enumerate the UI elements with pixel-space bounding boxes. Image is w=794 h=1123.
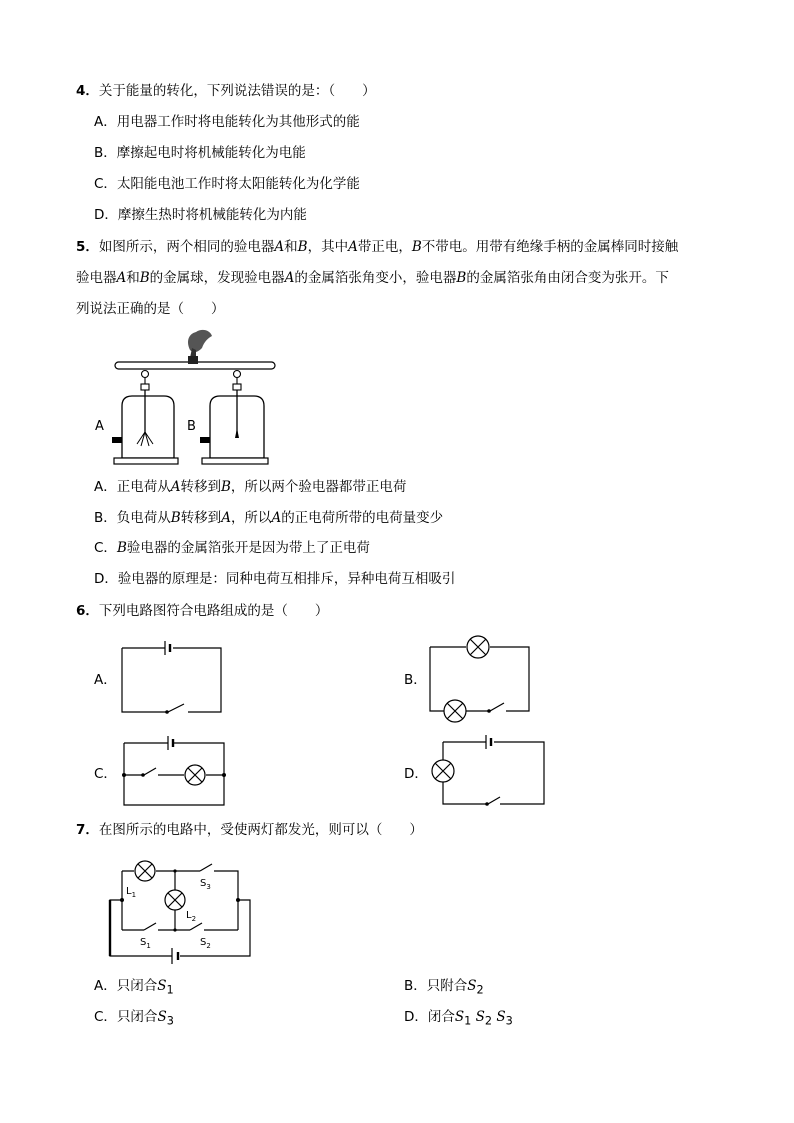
question-number: 4． (76, 83, 99, 99)
q7-option-c[interactable]: C．只闭合$S_3$ (94, 1009, 174, 1028)
lamp-l1-icon (135, 861, 155, 881)
q5-option-a[interactable]: A．正电荷从A转移到B，所以两个验电器都带正电荷 (94, 479, 407, 495)
q6-option-d-label[interactable]: D． (404, 766, 428, 782)
label-a: A (95, 419, 104, 434)
q7-circuit (100, 852, 260, 970)
circuit-d (428, 734, 546, 806)
label-s1: $S_1$ (140, 937, 151, 950)
q7-stem-line: 7．在图所示的电路中，受使两灯都发光，则可以（ ） (76, 822, 423, 838)
q4-stem-line (76, 81, 376, 101)
q5-stem-line-1: 5．如图所示，两个相同的验电器A和B，其中A带正电，B不带电。用带有绝缘手柄的金属棒同时接触 (76, 239, 679, 255)
lamp-icon (432, 760, 454, 782)
lamp-l2-icon (165, 890, 185, 910)
label-s3: $S_3$ (200, 878, 211, 891)
q4-option-a[interactable]: A．用电器工作时将电能转化为其他形式的能 (94, 114, 360, 130)
switch-icon (490, 703, 504, 711)
electroscope-b (200, 371, 268, 465)
question-number: 7． (76, 822, 99, 838)
circuit-c (120, 733, 230, 807)
q6-stem-line: 6．下列电路图符合电路组成的是（ ） (76, 603, 329, 619)
lamp-icon (467, 636, 489, 658)
label-l1: $L_1$ (126, 886, 137, 899)
q5-stem-line-3: 列说法正确的是（ ） (76, 301, 225, 317)
q7-option-a[interactable]: A．只闭合$S_1$ (94, 978, 174, 997)
switch-icon (488, 797, 500, 804)
switch-s1-icon (144, 923, 156, 930)
q7-option-b[interactable]: B．只附合$S_2$ (404, 978, 484, 997)
q5-option-d[interactable]: D．验电器的原理是：同种电荷互相排斥，异种电荷互相吸引 (94, 571, 456, 587)
hand-icon (188, 330, 212, 358)
label-b: B (187, 419, 196, 434)
question-number: 6． (76, 603, 99, 619)
q6-option-b-label[interactable]: B． (404, 672, 427, 688)
q5-option-c[interactable]: C．B验电器的金属箔张开是因为带上了正电荷 (94, 540, 370, 556)
lamp-icon (185, 765, 205, 785)
electroscope-figure (90, 322, 290, 472)
switch-s2-icon (190, 923, 202, 930)
insulated-handle (188, 356, 198, 364)
question-number: 5． (76, 239, 99, 255)
switch-icon (168, 704, 184, 712)
q4-option-d[interactable]: D．摩擦生热时将机械能转化为内能 (94, 207, 307, 223)
q6-option-c-label[interactable]: C． (94, 766, 117, 782)
q4-option-b[interactable]: B．摩擦起电时将机械能转化为电能 (94, 145, 306, 161)
question-stem: 关于能量的转化，下列说法错误的是：（ ） (98, 83, 376, 99)
lamp-icon (444, 700, 466, 722)
q6-option-a-label[interactable]: A． (94, 672, 117, 688)
circuit-a (120, 636, 224, 714)
q4-option-c[interactable]: C．太阳能电池工作时将太阳能转化为化学能 (94, 176, 360, 192)
switch-icon (144, 768, 156, 775)
switch-s3-icon (200, 864, 212, 871)
q5-option-b[interactable]: B．负电荷从B转移到A，所以A的正电荷所带的电荷量变少 (94, 510, 444, 526)
q7-option-d[interactable]: D．闭合$S_1$ $S_2$ $S_3$ (404, 1009, 513, 1028)
label-l2: $L_2$ (186, 910, 197, 923)
electroscope-a (112, 371, 178, 465)
q5-stem-line-2: 验电器A和B的金属球，发现验电器A的金属箔张角变小，验电器B的金属箔张角由闭合变为张开。下 (76, 270, 669, 286)
label-s2: $S_2$ (200, 937, 211, 950)
circuit-b (428, 633, 532, 725)
